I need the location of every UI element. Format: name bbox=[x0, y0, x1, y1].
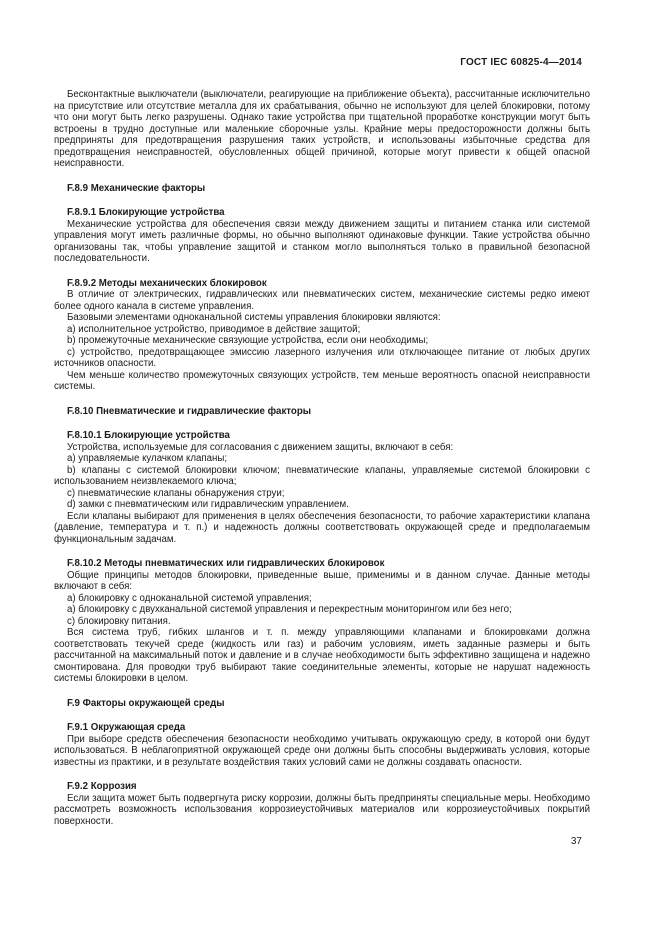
section-heading: F.9 Факторы окружающей среды bbox=[67, 697, 225, 709]
section-heading: F.9.1 Окружающая среда bbox=[67, 722, 186, 733]
paragraph: Механические устройства для обеспечения связи между движением защиты и питанием станка или системой управления могут иметь различные формы, но обычно выполняют одинаковые функции. Такие устройства обычно организованы так, чтобы управление защитой и станком могло выполняться только в правильной безопасной последовательности. bbox=[54, 218, 590, 264]
section-heading: F.8.9.2 Методы механических блокировок bbox=[67, 277, 267, 289]
paragraph: Общие принципы методов блокировки, приведенные выше, применимы и в данном случае. Данные методы включают в себя: bbox=[54, 569, 590, 592]
paragraph: Если клапаны выбирают для применения в целях обеспечения безопасности, то рабочие характеристики клапана (давление, температура и т. п.) и надежность должны соответствовать окружающей среде и предполагаемым функциональным задачам. bbox=[54, 510, 590, 545]
section-heading: F.8.9.1 Блокирующие устройства bbox=[67, 207, 225, 218]
paragraph: Базовыми элементами одноканальной системы управления блокировки являются: bbox=[67, 312, 441, 323]
page-number: 37 bbox=[570, 836, 582, 847]
paragraph: Если защита может быть подвергнута риску коррозии, должны быть предприняты специальные меры. Необходимо рассмотреть возможность использования коррозиеустойчивых материалов или коррозиеустойчивых покрытий поверхности. bbox=[54, 792, 590, 827]
paragraph: Вся система труб, гибких шлангов и т. п. между управляющими клапанами и блокировками должна соответствовать текучей среде (жидкость или газ) и рабочим условиям, иметь заданные размеры и быть рассчитанной на максимальный поток и давление и в случае необходимости быть эффективно защищена и надежно смонтирована. Для проводки труб выбирают такие соединительные элементы, которые не нарушат надежность системы блокировки в целом. bbox=[54, 627, 590, 684]
page-content bbox=[54, 57, 590, 827]
list-item: b) клапаны с системой блокировки ключом; пневматические клапаны, управляемые системой блокировки с использованием неизвлекаемого ключа; bbox=[54, 464, 590, 487]
running-header: ГОСТ IEC 60825-4—2014 bbox=[460, 57, 582, 68]
list-item: c) устройство, предотвращающее эмиссию лазерного излучения или отключающее питание от любых других источников опасности. bbox=[54, 346, 590, 369]
list-item: a) исполнительное устройство, приводимое в действие защитой; bbox=[67, 323, 361, 335]
list-item: a) управляемые кулачком клапаны; bbox=[67, 453, 228, 464]
section-heading: F.8.10.1 Блокирующие устройства bbox=[67, 430, 230, 441]
section-heading: F.9.2 Коррозия bbox=[67, 781, 137, 792]
list-item: a) блокировку с одноканальной системой управления; bbox=[67, 592, 312, 604]
paragraph: Устройства, используемые для согласования с движением защиты, включают в себя: bbox=[67, 441, 454, 453]
list-item: c) блокировку питания. bbox=[67, 615, 171, 627]
section-heading: F.8.10 Пневматические и гидравлические факторы bbox=[67, 405, 312, 417]
paragraph: При выборе средств обеспечения безопасности необходимо учитывать окружающую среду, в которой они будут использоваться. В неблагоприятной окружающей среде они должны быть способны выдерживать условия, которые известны из практики, и в результате воздействия таких условий сами не должны создавать опасности. bbox=[54, 733, 590, 768]
list-item: b) промежуточные механические связующие устройства, если они необходимы; bbox=[67, 335, 429, 346]
paragraph: Бесконтактные выключатели (выключатели, реагирующие на приближение объекта), рассчитанные исключительно на присутствие или отсутствие металла для их срабатывания, обычно не используют для целей блокировки, потому что они могут быть легко разрушены. Однако такие устройства при тщательной проработке конструкции могут быть встроены в трудно доступные или маленькие сборочные узлы. Крайние меры предосторожности должны быть предприняты для предотвращения разрушения таких устройств, и использованы избыточные средства для предотвращения неисправностей, обусловленных общей причиной, которые могут привести к общей опасной неисправности. bbox=[54, 89, 590, 169]
list-item: d) замки с пневматическим или гидравлическим управлением. bbox=[67, 499, 349, 510]
section-heading: F.8.10.2 Методы пневматических или гидравлических блокировок bbox=[67, 558, 385, 569]
section-heading: F.8.9 Механические факторы bbox=[67, 182, 206, 194]
list-item: c) пневматические клапаны обнаружения струи; bbox=[67, 487, 285, 499]
paragraph: Чем меньше количество промежуточных связующих устройств, тем меньше вероятность опасной неисправности системы. bbox=[54, 369, 590, 392]
document-body bbox=[54, 89, 590, 827]
paragraph: В отличие от электрических, гидравлических или пневматических систем, механические системы редко имеют более одного канала в системе управления. bbox=[54, 289, 590, 312]
list-item: a) блокировку с двухканальной системой управления и перекрестным мониторингом или без него; bbox=[67, 604, 512, 615]
